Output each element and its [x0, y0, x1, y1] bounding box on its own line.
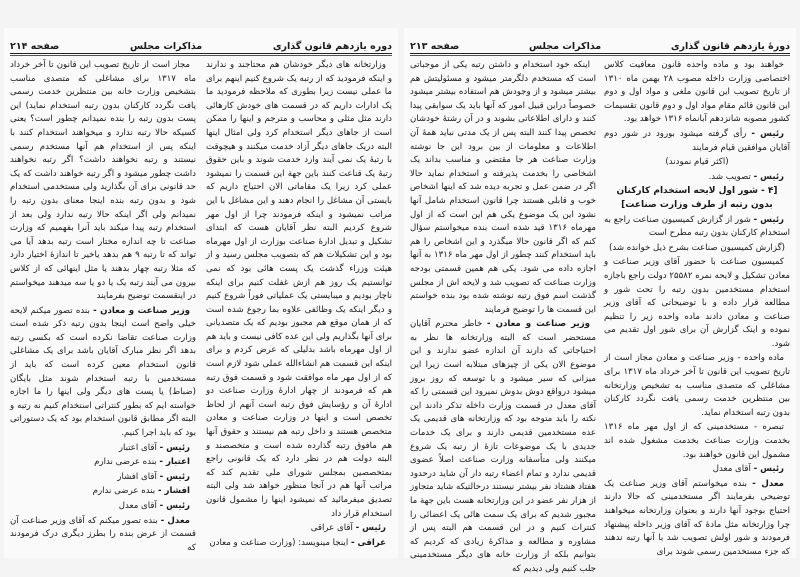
paragraph-text: بنده تصور میکنم که آقای وزیر صناعت آن قسمت از عرض بنده را بطرز دیگری درک فرمودند که: [10, 515, 196, 553]
paragraph-text: اینکه خود استخدام و داشتن رتبه یکی از موجباتی است که مستخدم دلگرمتر میشود و مسئولیتش هم بیشتر میشود و از وجودش هم استفاده بیشتر میشود خصوصاً دراین قبیل امور که آنها باید یک سوابقی پیدا کنند و دارای اطلاعاتی بشوند و در آن رشتهٔ خودشان تخصص پیدا کنند البته پس از یک مدتی نباید همهٔ آن اطلاعات و معلومات از بین برود این جا نوشته وزارت صناعت هر جا مقتضی و مناسب بداند یک اشخاصی را بخدمت پذیرفته و استخدام نماید حالا اگر در ضمن عمل و تجربه دیده شد که اینها اشخاص خوب و قابلی هستند چرا قانون استخدام شامل آنها نشود این یک موضوع یکی هم این است که از اول مهرماه ۱۳۱۶ قید شده است بنده میخواستم سؤال کنم که اگر قانون حالا میگذرد و این اشخاص را هم باید استخدام کنند چطور از اول مهر ماه ۱۳۱۶ به آنها اجازه داده می شود. یکی هم همین قسمتی بودجه وزارت صناعت که تصویب شد و لایحه اش از مجلس گذشت اسم فوق رتبه نوشته شده بود بنده خواستم این قسمت ها را توضیح فرمایند: [410, 60, 597, 315]
speaker-name: رئیس -: [159, 442, 190, 453]
speaker-name: افشار -: [157, 486, 190, 497]
paragraph-text: (گزارش کمیسیون صناعت بشرح ذیل خوانده شد): [608, 242, 786, 253]
paragraph: [604, 421, 790, 462]
paragraph: [604, 59, 790, 127]
text-column-right: [206, 59, 392, 548]
speaker-name: معدل -: [752, 478, 784, 489]
stage-note: [604, 156, 790, 170]
speech-paragraph: [10, 471, 196, 485]
paragraph-text: بنده میخواستم آقای وزیر صناعت یک توضیحی بفرمایند اگر مستخدمینی که حالا دارند احتیاج بوجود آنها دارند و بعنوان وزارتخانه میخواهند چرا وزارتخانه مثل مادهٔ که آقای وزیر داخله پیشنهاد فرمودند و شور اولش تصویب شد با آنها رتبه ندهند که جزء مستخدمین رسمی شوند برای: [604, 478, 790, 557]
speaker-name: رئیس -: [159, 501, 190, 511]
paragraph-text: بنده تصور میکنم لایحه خیلی واضح است اینجا بدون رتبه ذکر شده است وزارت صناعت تقاضا نکرده است که بکسی رتبه بدهد اگر نظر مبارک آقایان باشد برای یک مشاغلی قانون استخدام معین کرده است که باید از مستخدمین با رتبه استخدام شوند مثل بایگان (ضباط) یا پست های دیگر ولی اینها را ما اجازه خواسته ایم که بطور کنتراتی استخدام کنیم نه رتبه و البته اگر مطابق قانون استخدام بود که یک دستوراتی بود که باید اجرا کنیم.: [10, 305, 196, 439]
paragraph-text: شور از گزارش کمیسیون صناعت راجع به استخدام کارکنان بدون رتبه مطرح است: [604, 214, 790, 239]
paragraph: [410, 59, 596, 317]
speaker-name: عراقی -: [350, 537, 386, 548]
speech-paragraph: [604, 128, 790, 155]
paragraph-text: آقای عراقی: [310, 523, 353, 534]
paragraph-text: وزارتخانه های دیگر خودشان هم محتاجند و ندارند و اینکه فرمودید که از رتبه یک شروع کنیم اینهم برای ما عملی نیست زیرا بطوری که ملاحظه فرمودید ما یک ادارات داریم که در قسمت های خودش کارهائی دارند مثل مثلی و محاسب و مترجم و اینها را ممکن است از جاهای دیگر استخدام کرد ولی امثال اینها البته دریک جاهای دیگر آزاد خدمت میکنند و هیچوقت با رتبهٔ یک نمی آیند وارد خدمت شوند و باین حقوق رتبهٔ یک قناعت کنند باین جهة این قسمت را نمیشود عملی کرد زیرا یک مقاماتی الان احتیاج داریم که بایستی آن مشاغل را انجام دهند و این مشاغل با این مراتب نمیشود و اینکه فرمودند چرا از اول مهر شروع کردیم البته نظر آقایان هست که ابتدای تشکیل و تبدیل ادارهٔ صناعت بوزارت از اول مهرماه بود و این تشکیلات هم که بتصویب مجلس رسید و از هیئت وزراء گذشت یک پست هائی بود که نمی توانستیم یک روز هم ازش غفلت کنیم برای اینکه ناچار بودیم و میبایستی یک عملیاتی فوراً شروع کنیم و دیگر اینکه یک وظائفی علاوه بما رجوع شده است که از همان موقع هم مجبور بودیم که یک متصدیانی برای آنها بگذاریم ولی این عده کافی نیست و باید هم از اول مهرماه باشد بدلیلی که عرض کردم و برای اینکه این قسمت هم انشاءالله عملی شود لازم است که از اول مهر ماه موافقت شود و قسمت فوق رتبه هم که فرمودند از چهار ادارهٔ وزارت صناعت دو ادارهٔ آن و رؤسایش فوق رتبه است آنهم از لحاظ تخصص است و اینها در وزارت صناعت و معادن متخصص هستند و داخل رتبه هم نیستند و حقوق آنها هم مافوق رتبه گذارده شده است و متخصصند و البته دولت هم در نظر دارد که یک قانونی راجع بمتخصصین بمجلس شورای ملی تقدیم کند که مراتب آنها هم در آنجا منظور خواهد شد ولی البته تصدیق میفرمائید که نمیشود اینها را مشمول قانون استخدام قرار داد: [206, 60, 392, 519]
speech-paragraph: [604, 171, 790, 185]
speech-paragraph: [10, 515, 196, 556]
speech-paragraph: [10, 500, 196, 514]
text-column-right: [604, 59, 791, 557]
speaker-name: رئیس -: [751, 128, 785, 139]
running-title: مذاکرات مجلس: [528, 41, 602, 52]
paragraph-text: (اکثر قیام نمودند): [665, 157, 729, 168]
speaker-name: رئیس -: [753, 214, 784, 225]
speech-paragraph: [10, 442, 196, 456]
right-page: [404, 28, 796, 574]
paragraph-text: اینجا مینویسد: (وزارت صناعت و معادن: [209, 537, 349, 548]
speaker-name: رئیس -: [159, 471, 190, 482]
speaker-name: رئیس -: [753, 464, 784, 475]
paragraph-text: کمیسیون صناعت با حضور آقای وزیر صناعت و معادن تشکیل و لایحه نمره ۲۵۵۸۲ دولت راجع باجازه استخدام مستخدمین بدون رتبه را تحت شور و مطالعه قرار داده و با توضیحاتی که آقای وزیر صناعت و معادن دادند ماده واحده زیر را تنظیم نموده و اینک گزارش آن برای شور اول تقدیم می شود.: [604, 257, 790, 349]
speaker-name: اعتبار -: [159, 457, 190, 468]
speech-paragraph: [410, 318, 596, 576]
session-title: دوره یازدهم قانون گذاری: [272, 41, 392, 52]
paragraph: [604, 352, 790, 420]
paragraph-text: آقای اعتبار: [118, 442, 157, 453]
speech-paragraph: [604, 478, 790, 560]
stage-note: [604, 242, 790, 256]
speech-paragraph: [604, 463, 790, 477]
speech-paragraph: [604, 214, 790, 241]
paragraph-text: آقای معدل: [712, 464, 751, 475]
speech-paragraph: [10, 456, 196, 470]
paragraph-text: خاطر محترم آقایان مستحضر است که البته وزارتخانه ها نظر به احتیاجاتی که دارند آن اندازه عضو ندارند و این موضوع الان یکی از چیزهای مبتلابه است زیرا این میزانی که سیر میشود و با توسعه که روز بروز میشود درواقع دوش بدوش نمیرود این قسمتی را که آقای معدل در قسمت وزارت داخله تذکر دادند این نکته را باید متوجه بود که وزارتخانه های قدیمی یک عده مستخدمین قدیمی دارند و برای یک خدمات جدیدی با یک موضوعات تازهٔ از رتبه یک شروع میکنند ولی متأسفانه وزارت صناعت اصلاً عضوی قدیمی ندارد و تمام اعضاء رتبه دار آن شاید درحدود هفتاد هشتاد نفر بیشتر نیستند درحالتیکه شاید متجاوز از هزار نفر عضو در این وزارتخانه هست باین جهة ما مجبور شدیم که برای یک سمت هائی یک اعضائی را کنترات کنیم و در این قسمت هم البته پس از مشاوره و مطالعه و مذاکرهٔ زیادی که کردیم که بتوانیم بلکه از وزارت خانه های دیگر مستخدمینی جلب کنیم ولی دیدیم که: [410, 319, 596, 574]
paragraph-text: [۴ - شور اول لایحه استخدام کارکنان بدون رتبه از طرف وزارت صناعت]: [616, 186, 778, 210]
speech-paragraph: [10, 485, 196, 499]
paragraph-text: تبصره - مستخدمینی که از اول مهر ماه ۱۳۱۶ بخدمت وزارت صناعت بخدمت مشغول شده اند مشمول این قانون خواهند بود.: [604, 422, 790, 460]
paragraph-text: رأی گرفته میشود بورود در شور دوم آقایان موافقین قیام فرمایند: [604, 128, 790, 153]
speaker-name: معدل -: [160, 515, 190, 526]
paragraph-text: بنده عرضی ندارم: [92, 486, 156, 497]
header-rule: [410, 53, 790, 56]
paragraph: [206, 59, 392, 521]
text-column-left: [10, 59, 196, 553]
speaker-name: وزیر صناعت و معادن -: [93, 305, 190, 316]
page-number: صفحه ۲۱۳: [410, 41, 460, 52]
speech-paragraph: [206, 537, 392, 551]
running-title: مذاکرات مجلس: [129, 41, 203, 52]
speech-paragraph: [206, 522, 392, 536]
section-heading: [604, 185, 790, 212]
speech-paragraph: [10, 305, 196, 441]
paragraph: [604, 256, 790, 351]
paragraph-text: مجاز است از تاریخ تصویب این قانون تا آخر خرداد ماه ۱۳۱۷ برای مشاغلی که متصدی مناسب بتشخیص وزارت خانه بین منتظرین خدمت رسمی یافت نگردد کارکنان بدون رتبه استخدام نماید) این پست بدون رتبه را بنده نمیدانم چطور است؟ یعنی کسیکه حالا رتبه ندارد و میخواهند استخدام کنند با اینکه پس از استخدام هم آنها مستخدم رسمی نیستند و رتبه نخواهند داشت؟ اگر رتبه نخواهند داشت چطور میشود و اگر رتبه خواهند داشت که یک حد قانونی برای آن بگذارید ولی مستخدمی استخدام شود و بدون رتبه بنده اینجا معنای بدون رتبه را نمیدانم ولی اگر اینکه حالا رتبه ندارد ولی بعد از استخدام رتبه پیدا میکند باید آنرا بفهمیم که وزارت صناعت تا چه اندازه مختار است رتبه بدهد آیا می تواند که تا رتبه ۹ هم بدهد یاخیر تا اندازهٔ اختیار دارد که مثلا رتبه چهار بدهند یا مثل اینهائی که از کلاس بیرون می آیند رتبه یک یا دو یا سه میدهند میخواستم در اینقسمت توضیح بفرمایند: [10, 60, 196, 302]
page-number: صفحه ۲۱۴: [10, 41, 60, 52]
page-header: [410, 36, 790, 52]
page-header: [10, 36, 392, 52]
paragraph-text: تصویب شد.: [708, 171, 751, 182]
speaker-name: رئیس -: [753, 171, 784, 182]
header-rule: [10, 53, 392, 56]
left-page: [4, 28, 398, 558]
session-title: دورهٔ یازدهم قانون گذاری: [670, 41, 790, 52]
text-column-left: [410, 59, 597, 574]
paragraph: [10, 59, 196, 304]
speaker-name: وزیر صناعت و معادن -: [487, 319, 591, 330]
paragraph-text: بنده عرضی ندارم: [94, 457, 157, 468]
paragraph-text: خواهند بود و ماده واحده قانون معافیت کلاس اختصاصی وزارت داخله مصوب ۲۸ بهمن ماه ۱۳۱۰ از تاریخ تصویب این قانون ملغی و مواد اول و دوم این قانون قائم مقام مواد اول و دوم قانون تقسیمات کشور مصوبه شانزدهم آبانماه ۱۳۱۶ خواهد بود.: [604, 60, 790, 125]
paragraph-text: آقای افشار: [117, 471, 157, 482]
paragraph-text: ماده واحده - وزیر صناعت و معادن مجاز است از تاریخ تصویب این قانون تا آخر خرداد ماه ۱۳۱۷ برای مشاغلی که متصدی مناسب به تشخیص وزارتخانه بین منتظرین خدمت رسمی یافت نگردد کارکنان بدون رتبه استخدام نماید.: [604, 353, 791, 418]
paragraph-text: آقای معدل: [118, 501, 157, 511]
speaker-name: رئیس -: [355, 523, 386, 534]
